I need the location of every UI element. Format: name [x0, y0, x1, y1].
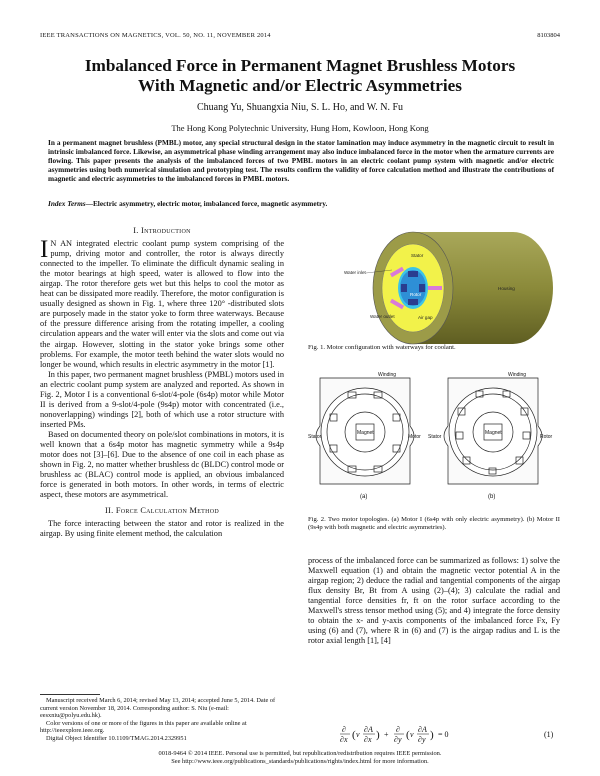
magnet-bottom — [408, 299, 418, 305]
intro-paragraph-3: Based on documented theory on pole/slot combinations in motors, it is well known that a 6s4p motor has magnetic symmetry while a 9s4p motor does not [3]–[6]. Due to the absence of one coil in each phase as shown in Fig. 2, no matter whether brushless dc (BLDC) control mode or brushless ac (BLAC) control mode is applied, an obvious imbalanced force is generated in both motors. In other words, in terms of electric aspect, these motors are asymmetrical. — [40, 429, 284, 500]
label-b: (b) — [488, 494, 496, 500]
label-air-gap: Air gap — [418, 315, 433, 320]
equation-number: (1) — [544, 730, 554, 739]
svg-text:∂x: ∂x — [340, 735, 348, 744]
magnet-left — [401, 284, 407, 292]
svg-text:v: v — [356, 730, 360, 739]
svg-text:∂y: ∂y — [418, 735, 426, 744]
intro-paragraph-1-text: N AN integrated electric coolant pump system comprising of the pump, driving motor and controller, the rotor is always directly connected to the impeller. To eliminate the difficult dynamic sealing in the motor bearings at high speed, water is allowed to flow into the airgap. The rotor therefore gets wet but this helps to cool the motor as heat can be dissipated more readily. Therefore, the motor configuration is usually designed as shown in Fig. 1, where three 120° -distributed slots are purposely made in the stator yoke to form three waterways. Because of the pressure difference arising from the rotating impeller, a cooling circulation appears and the water will enter via the slots and come out via the airgap. However, slotting in the stator yoke brings some other problems. For example, the motor teeth behind the water slots would no longer be wound, which results in electric asymmetry in the motor [1]. — [40, 239, 284, 369]
footnote-manuscript: Manuscript received March 6, 2014; revised May 13, 2014; accepted June 5, 2014. Date of current version November 18, 2014. Corresponding author: S. Niu (e-mail: eesxniu@polyu.edu.hk). — [40, 697, 276, 720]
svg-text:): ) — [430, 729, 434, 741]
left-column — [40, 226, 284, 539]
label-water-inlet: Water inlet — [344, 270, 366, 275]
drop-cap: I — [40, 236, 49, 264]
intro-paragraph-2: In this paper, two permanent magnet brushless (PMBL) motors used in an electric coolant pump system are analyzed and reported. As shown in Fig. 2, Motor I is a conventional 6-slot/4-pole (6s4p) motor while Motor II is derived from a 9-slot/4-pole (9s4p) motor with concentrated (i.e., nonoverlapping) windings [2], both of which use a rotor structure with inserted PMs. — [40, 369, 284, 429]
label-winding-b: Winding — [508, 372, 527, 378]
index-terms-text: —Electric asymmetry, electric motor, imbalanced force, magnetic asymmetry. — [85, 199, 328, 208]
abstract: In a permanent magnet brushless (PMBL) motor, any special structural design in the stator lamination may induce asymmetry in the magnetic circuit to result in intrinsic imbalanced force. Likewise, an asymmetrical phase winding arrangement may also induce imbalanced force in the motor when the armature currents are flowing. This paper presents the analysis of the imbalanced forces of two PMBL motors in an electric coolant pump system with magnetic and/or electric asymmetries using both numerical simulation and prototyping test. The results confirm the validity of force calculation method and illustrate the contributions of magnetic and electric asymmetries to the imbalanced forces in PMBL motors. — [48, 138, 554, 184]
svg-text:(: ( — [406, 729, 410, 741]
label-a: (a) — [360, 494, 368, 500]
label-motor-a: Motor — [408, 434, 421, 440]
figure-1-motor-configuration — [308, 224, 560, 350]
svg-text:∂: ∂ — [342, 725, 346, 734]
title-line-1: Imbalanced Force in Permanent Magnet Brushless Motors — [84, 56, 516, 75]
force-calculation-steps: process of the imbalanced force can be summarized as follows: 1) solve the Maxwell equation (1) and obtain the magnetic vector potential A in the airgap region; 2) deduce the radial and tangential components of the airgap flux density Br, Bt from A using (2)–(4); 3) calculate the radial and tangential force densities fr, ft on the rotor surface according to the Maxwell's stress tensor method using (5); and 4) integrate the force density to obtain the x- and y-axis components of the imbalanced force Fx, Fy using (6) and (7), where R in (6) and (7) is the airgap radius and L is the rotor axial length [1], [4] — [308, 556, 560, 646]
waterway-3 — [428, 286, 442, 290]
label-magnet-a: Magnet — [357, 430, 374, 436]
journal-header: IEEE TRANSACTIONS ON MAGNETICS, VOL. 50, NO. 11, NOVEMBER 2014 — [40, 32, 271, 39]
section-2-heading: II. Force Calculation Method — [104, 506, 220, 516]
right-column-text — [308, 556, 560, 646]
svg-text:∂A: ∂A — [364, 725, 373, 734]
footnotes — [40, 694, 284, 743]
figure-1-caption: Fig. 1. Motor configuration with waterways for coolant. — [308, 344, 456, 351]
label-stator-a: Stator — [308, 434, 322, 440]
equation-1 — [308, 724, 560, 744]
svg-text:= 0: = 0 — [438, 730, 449, 739]
magnet-top — [408, 271, 418, 277]
svg-text:): ) — [376, 729, 380, 741]
section-2-paragraph-1: The force interacting between the stator and rotor is realized in the airgap. By using finite element method, the calculation — [40, 519, 284, 539]
svg-text:(: ( — [352, 729, 356, 741]
intro-paragraph-1 — [40, 236, 284, 370]
label-water-outlet: Water outlet — [370, 314, 395, 319]
label-housing: Housing — [498, 286, 515, 291]
title-line-2: With Magnetic and/or Electric Asymmetries — [138, 76, 462, 95]
copyright-footer — [40, 750, 560, 765]
copyright-line-1: 0018-9464 © 2014 IEEE. Personal use is permitted, but republication/redistribution requires IEEE permission. — [158, 750, 442, 757]
svg-text:∂y: ∂y — [394, 735, 402, 744]
index-terms — [48, 199, 554, 208]
svg-text:∂: ∂ — [396, 725, 400, 734]
label-stator-b: Stator — [428, 434, 442, 440]
magnet-right — [419, 284, 425, 292]
copyright-line-2: See http://www.ieee.org/publications_standards/publications/rights/index.html for more information. — [171, 757, 429, 765]
svg-text:∂x: ∂x — [364, 735, 372, 744]
svg-text:∂A: ∂A — [418, 725, 427, 734]
label-rotor: Rotor — [410, 292, 422, 297]
footnote-doi: Digital Object Identifier 10.1109/TMAG.2014.2329951 — [46, 734, 187, 742]
label-stator: Stator — [411, 253, 424, 258]
paper-title — [40, 56, 560, 96]
authors: Chuang Yu, Shuangxia Niu, S. L. Ho, and W. N. Fu — [196, 102, 404, 113]
svg-text:+: + — [384, 730, 389, 739]
label-rotor-b: Rotor — [540, 434, 553, 440]
footnote-rule — [40, 694, 100, 695]
article-number: 8103804 — [537, 32, 560, 39]
svg-text:v: v — [410, 730, 414, 739]
index-terms-label: Index Terms — [48, 199, 86, 208]
section-1-heading: I. Introduction — [133, 226, 191, 235]
footnote-color: Color versions of one or more of the figures in this paper are available online at http://ieeexplore.ieee.org. — [40, 719, 247, 735]
figure-2-caption: Fig. 2. Two motor topologies. (a) Motor I (6s4p with only electric asymmetry). (b) Motor II (9s4p with both magnetic and electric asymmetries). — [308, 516, 560, 531]
label-winding-a: Winding — [378, 372, 397, 378]
figure-2-motor-topologies — [300, 366, 562, 506]
label-magnet-b: Magnet — [485, 430, 502, 436]
affiliation: The Hong Kong Polytechnic University, Hung Hom, Kowloon, Hong Kong — [171, 123, 429, 133]
